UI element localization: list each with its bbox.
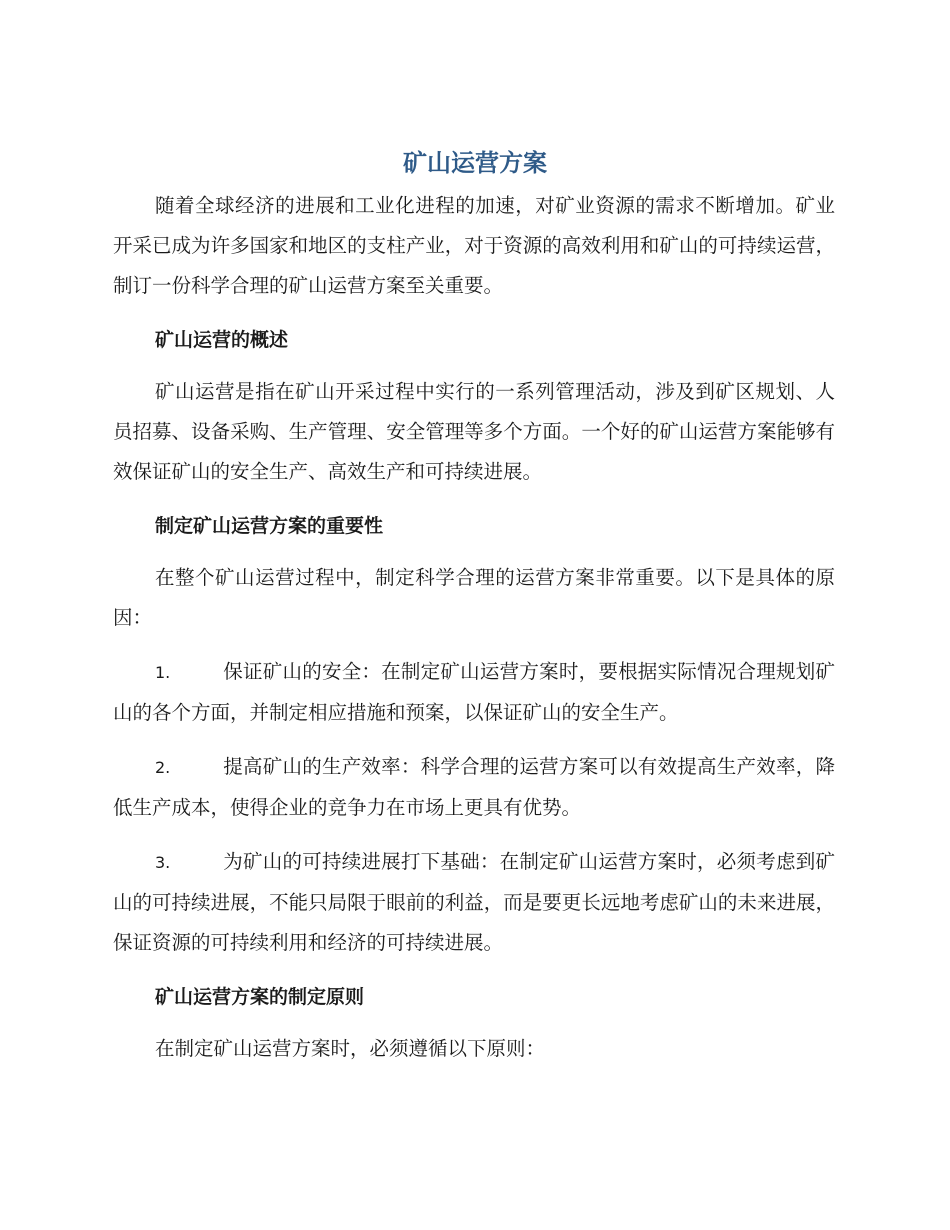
section-body-importance: 在整个矿山运营过程中，制定科学合理的运营方案非常重要。以下是具体的原因： xyxy=(113,566,835,629)
document-title: 矿山运营方案 xyxy=(403,149,547,177)
section-heading-importance: 制定矿山运营方案的重要性 xyxy=(155,515,384,537)
list-item xyxy=(113,747,835,828)
section-body-principles: 在制定矿山运营方案时，必须遵循以下原则： xyxy=(155,1037,546,1060)
list-text: 提高矿山的生产效率：科学合理的运营方案可以有效提高生产效率，降低生产成本，使得企业的竞争力在市场上更具有优势。 xyxy=(113,755,835,819)
list-item xyxy=(113,652,835,733)
list-text: 为矿山的可持续进展打下基础：在制定矿山运营方案时，必须考虑到矿山的可持续进展，不能只局限于眼前的利益，而是要更长远地考虑矿山的未来进展，保证资源的可持续利用和经济的可持续进展。 xyxy=(113,850,835,954)
list-text: 保证矿山的安全：在制定矿山运营方案时，要根据实际情况合理规划矿山的各个方面，并制定相应措施和预案，以保证矿山的安全生产。 xyxy=(113,660,835,724)
section-body-overview: 矿山运营是指在矿山开采过程中实行的一系列管理活动，涉及到矿区规划、人员招募、设备采购、生产管理、安全管理等多个方面。一个好的矿山运营方案能够有效保证矿山的安全生产、高效生产和可持续进展。 xyxy=(113,380,835,483)
section-heading-overview: 矿山运营的概述 xyxy=(155,329,289,351)
list-number: 2. xyxy=(155,758,171,777)
document-body xyxy=(113,186,835,1069)
list-item xyxy=(113,842,835,963)
list-number: 1. xyxy=(155,663,171,682)
intro-paragraph: 随着全球经济的进展和工业化进程的加速，对矿业资源的需求不断增加。矿业开采已成为许多国家和地区的支柱产业，对于资源的高效利用和矿山的可持续运营，制订一份科学合理的矿山运营方案至关重要。 xyxy=(113,194,835,297)
section-heading-principles: 矿山运营方案的制定原则 xyxy=(155,986,365,1008)
list-number: 3. xyxy=(155,853,171,872)
